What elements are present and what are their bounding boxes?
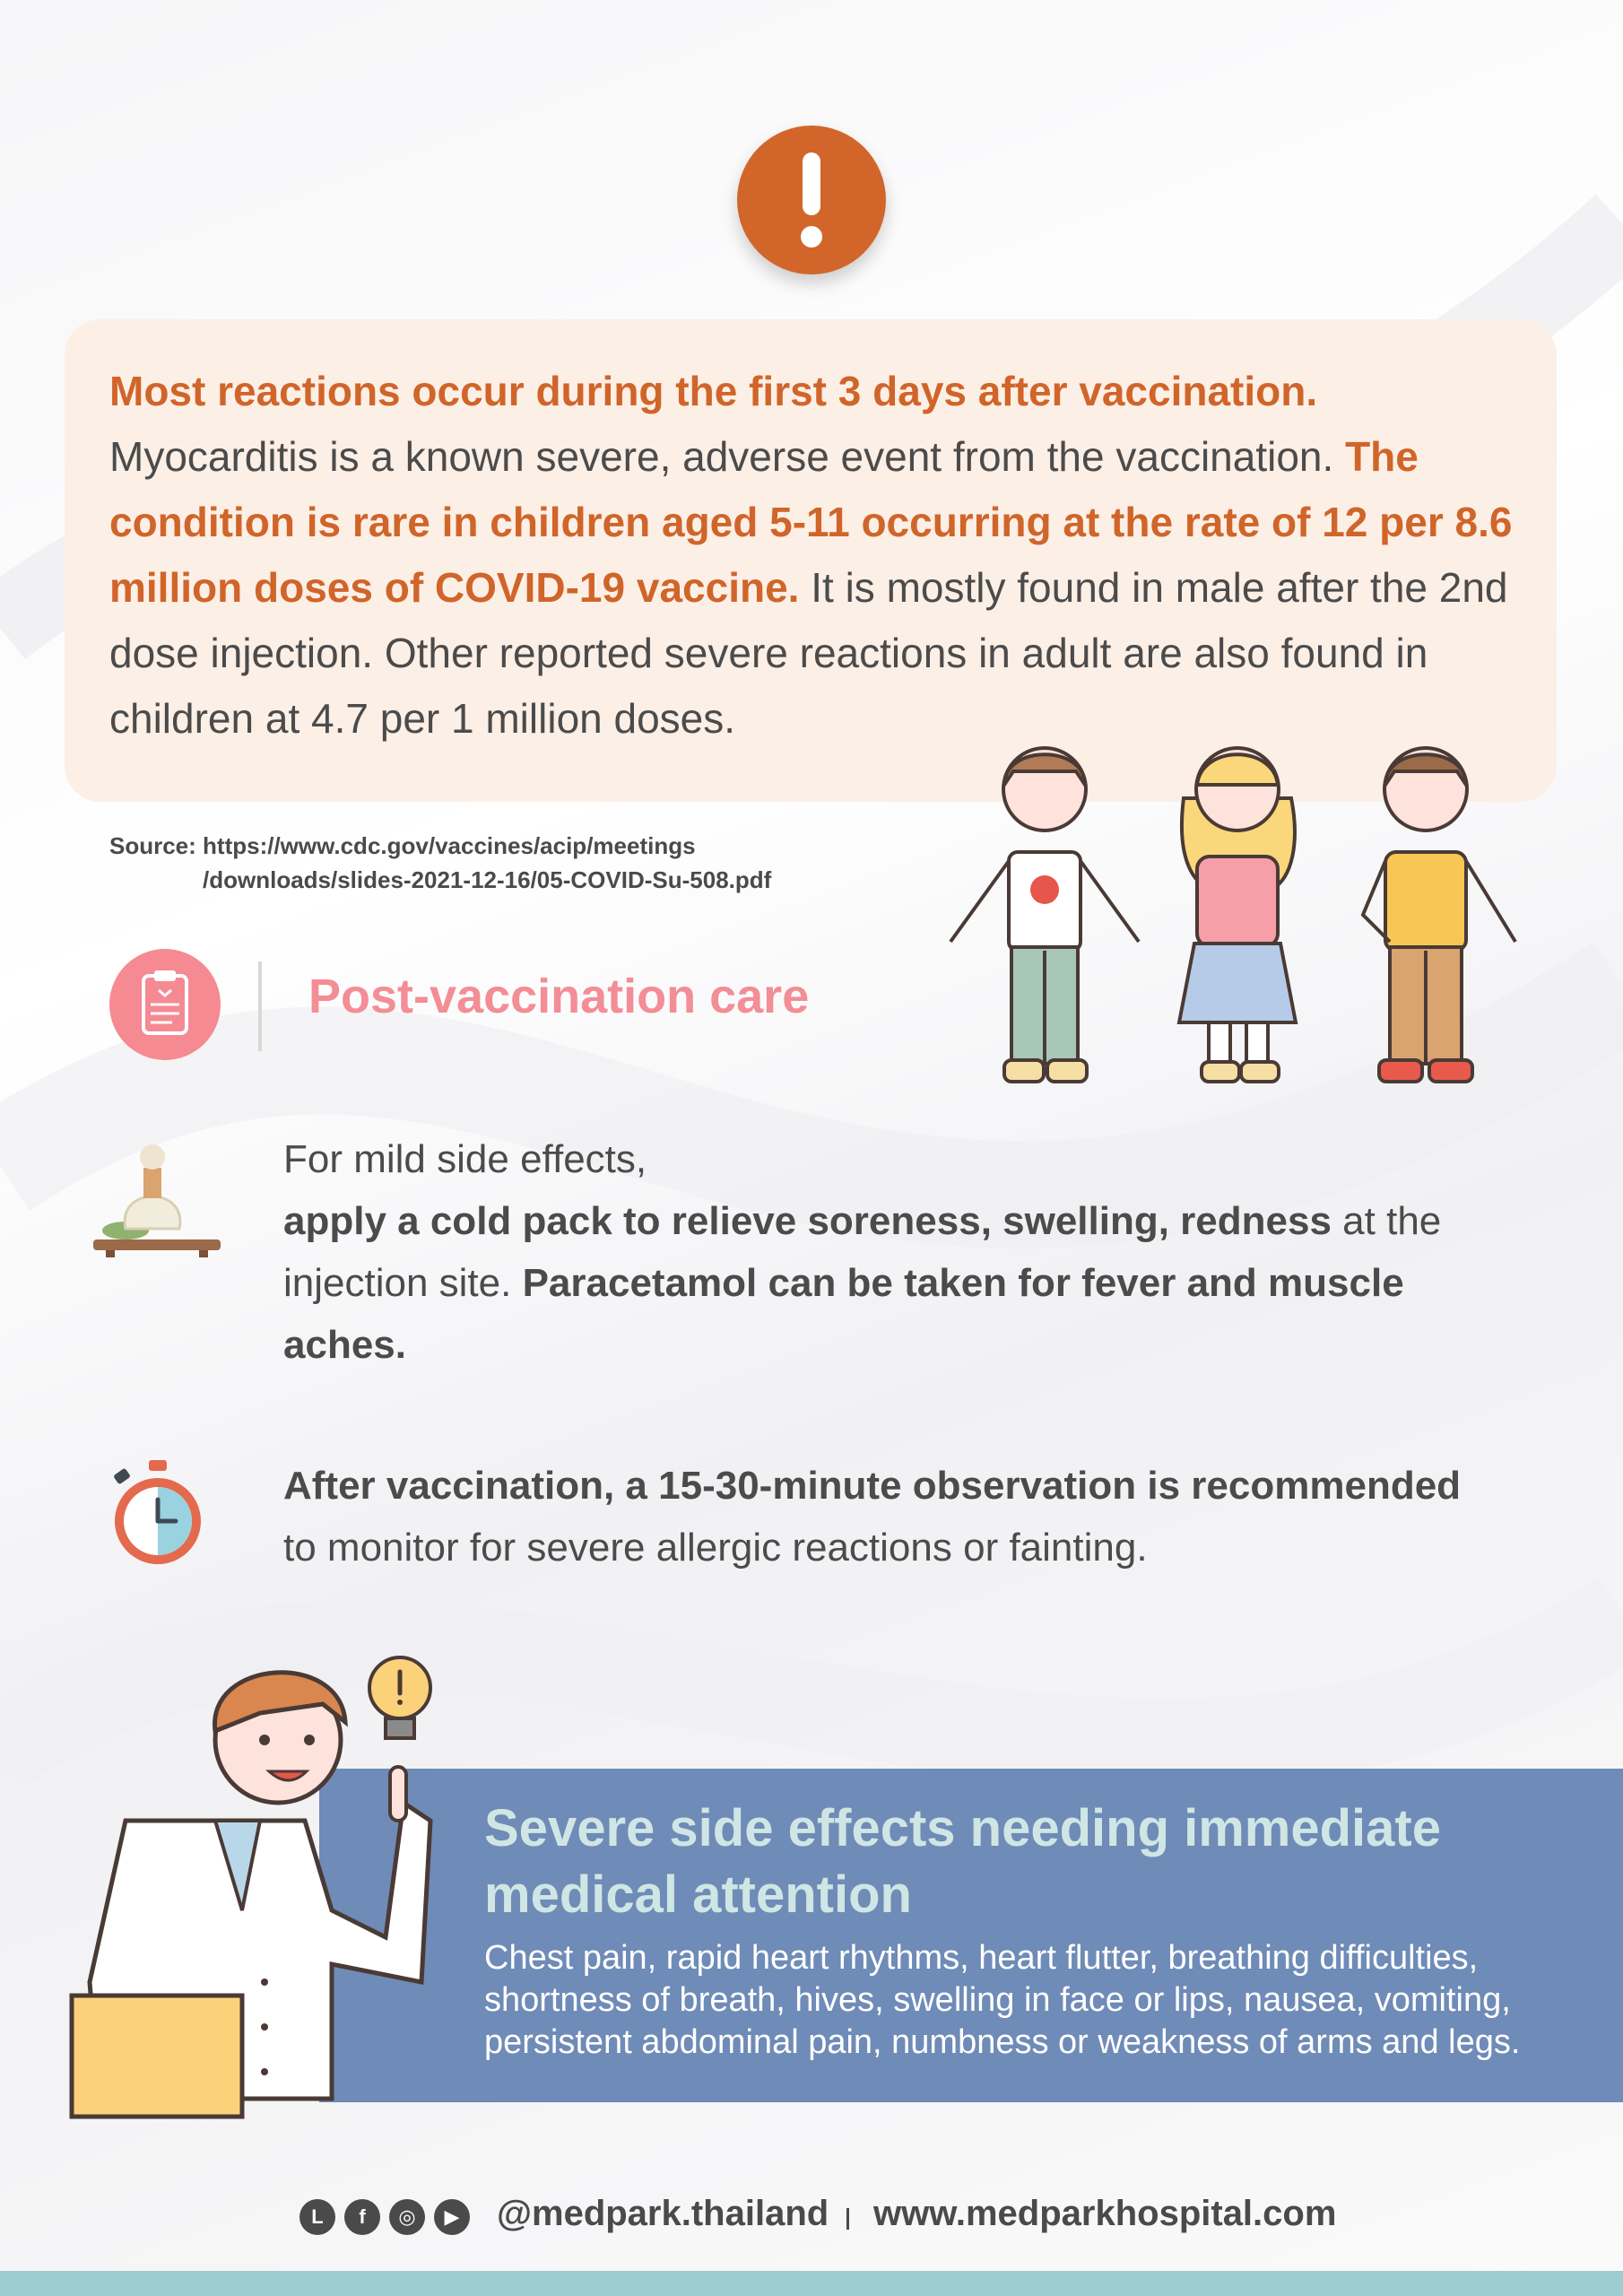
- severe-side-effects-banner: [319, 1769, 1623, 2102]
- care1-bold-1: apply a cold pack to relieve soreness, swelling, redness: [283, 1199, 1332, 1243]
- info-highlight-1: Most reactions occur during the first 3 days after vaccination.: [109, 368, 1318, 414]
- care1-mid: at the injection site.: [283, 1199, 1442, 1305]
- source-line-1: Source: https://www.cdc.gov/vaccines/acip/meetings: [109, 832, 696, 859]
- children-illustration: [942, 735, 1533, 1112]
- instagram-icon[interactable]: ◎: [389, 2199, 425, 2235]
- info-box: [65, 319, 1557, 802]
- banner-text: Chest pain, rapid heart rhythms, heart flutter, breathing difficulties, shortness of breath, hives, swelling in face or lips, nausea, vomiting, persistent abdominal pain, numbness or weakness of arms and legs.: [484, 1939, 1521, 2061]
- stopwatch-icon: [108, 1458, 208, 1568]
- info-text-1: Myocarditis is a known severe, adverse event from the vaccination.: [109, 433, 1346, 480]
- boy-apple-illustration: [950, 748, 1139, 1082]
- exclamation-icon: [737, 126, 886, 274]
- youtube-icon[interactable]: ▶: [434, 2199, 470, 2235]
- website-link[interactable]: www.medparkhospital.com: [873, 2194, 1337, 2233]
- banner-title: Severe side effects needing immediate medical attention: [484, 1799, 1441, 1924]
- care-observation: [283, 1455, 1494, 1578]
- care2-rest: to monitor for severe allergic reactions or fainting.: [283, 1526, 1148, 1570]
- care2-bold: After vaccination, a 15-30-minute observation is recommended: [283, 1464, 1462, 1508]
- boy-yellow-shirt-illustration: [1363, 748, 1515, 1082]
- care1-bold-2: Paracetamol can be taken for fever and muscle aches.: [283, 1261, 1404, 1367]
- footer-bar: [0, 2271, 1623, 2296]
- source-citation: [109, 829, 916, 897]
- herbal-compress-icon: [90, 1132, 224, 1266]
- social-handle[interactable]: @medpark.thailand: [497, 2194, 829, 2233]
- footer-separator: [846, 2208, 849, 2230]
- doctor-illustration: [63, 1641, 448, 2144]
- source-line-2: /downloads/slides-2021-12-16/05-COVID-Su-508.pdf: [203, 866, 772, 893]
- line-icon[interactable]: L: [299, 2199, 335, 2235]
- girl-illustration: [1179, 748, 1296, 1082]
- clipboard-icon: [109, 949, 221, 1060]
- care1-intro: For mild side effects,: [283, 1137, 647, 1181]
- care-mild-side-effects: [283, 1128, 1476, 1376]
- facebook-icon[interactable]: f: [344, 2199, 380, 2235]
- section-divider: [258, 961, 262, 1051]
- info-paragraph: [109, 359, 1517, 752]
- info-text-2: It is mostly found in male after the 2nd dose injection. Other reported severe reactions in adult are also found in children at 4.7 per 1 million doses.: [109, 564, 1508, 742]
- section-title: Post-vaccination care: [308, 970, 810, 1023]
- info-highlight-2: The condition is rare in children aged 5-11 occurring at the rate of 12 per 8.6 million doses of COVID-19 vaccine.: [109, 433, 1513, 611]
